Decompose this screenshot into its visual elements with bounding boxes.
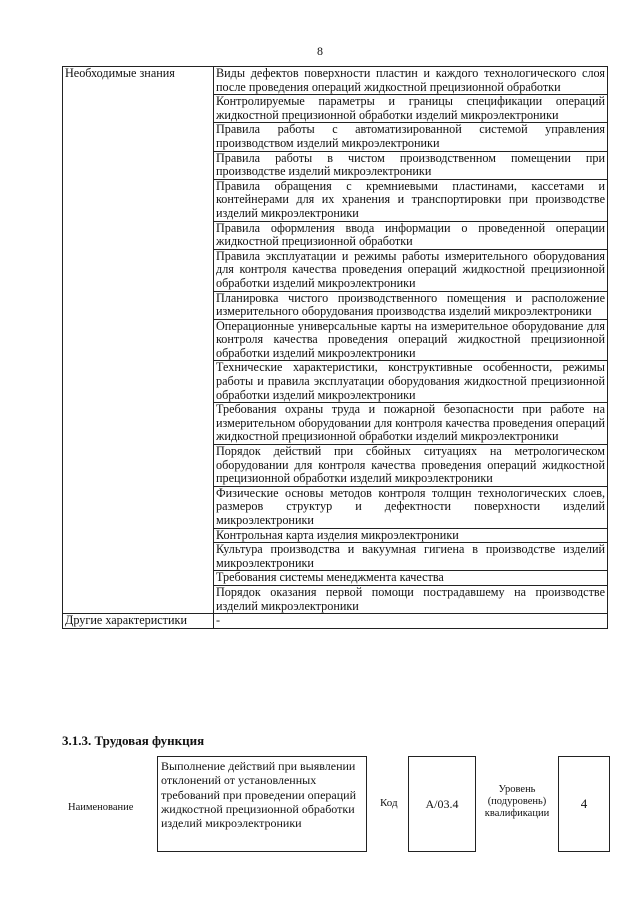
- knowledge-item: Правила работы в чистом производственном помещении при производстве изделий микроэлектроники: [214, 151, 608, 179]
- name-value: Выполнение действий при выявлении отклонений от установленных требований при проведении операций жидкостной прецизионной обработки изделий микроэлектроники: [157, 756, 367, 852]
- knowledge-item: Требования охраны труда и пожарной безопасности при работе на измерительном оборудовании для контроля качества проведения операций жидкостной прецизионной обработки изделий микроэлектроники: [214, 403, 608, 445]
- knowledge-item: Правила оформления ввода информации о проведенной операции жидкостной прецизионной обработки: [214, 221, 608, 249]
- code-label: Код: [380, 797, 398, 809]
- table-row: [63, 614, 608, 629]
- knowledge-item: Требования системы менеджмента качества: [214, 571, 608, 586]
- knowledge-item: Культура производства и вакуумная гигиена в производстве изделий микроэлектроники: [214, 543, 608, 571]
- other-characteristics-label: Другие характеристики: [63, 614, 214, 629]
- knowledge-item: Технические характеристики, конструктивные особенности, режимы работы и правила эксплуатации оборудования жидкостной прецизионной обработки изделий микроэлектроники: [214, 361, 608, 403]
- knowledge-item: Правила обращения с кремниевыми пластинами, кассетами и контейнерами для их хранения и транспортировки при производстве изделий микроэлектроники: [214, 179, 608, 221]
- page-number: 8: [317, 44, 323, 58]
- section-title: 3.1.3. Трудовая функция: [62, 733, 205, 748]
- knowledge-item: Контрольная карта изделия микроэлектроники: [214, 528, 608, 543]
- knowledge-label: Необходимые знания: [63, 67, 214, 614]
- level-value: 4: [558, 756, 610, 852]
- knowledge-item: Порядок оказания первой помощи пострадавшему на производстве изделий микроэлектроники: [214, 585, 608, 613]
- knowledge-item: Контролируемые параметры и границы спецификации операций жидкостной прецизионной обработки изделий микроэлектроники: [214, 95, 608, 123]
- knowledge-table: [62, 66, 608, 629]
- code-value: А/03.4: [408, 756, 476, 852]
- knowledge-item: Виды дефектов поверхности пластин и каждого технологического слоя после проведения операций жидкостной прецизионной обработки: [214, 67, 608, 95]
- other-characteristics-value: -: [214, 614, 608, 629]
- table-row: [63, 67, 608, 95]
- name-label: Наименование: [68, 802, 134, 813]
- knowledge-item: Операционные универсальные карты на измерительное оборудование для контроля качества проведения операций жидкостной прецизионной обработки изделий микроэлектроники: [214, 319, 608, 361]
- knowledge-item: Физические основы методов контроля толщин технологических слоев, размеров структур и дефектности поверхности изделий микроэлектроники: [214, 486, 608, 528]
- knowledge-item: Правила эксплуатации и режимы работы измерительного оборудования для контроля качества проведения операций жидкостной прецизионной обработки изделий микроэлектроники: [214, 249, 608, 291]
- knowledge-item: Планировка чистого производственного помещения и расположение измерительного оборудования производства изделий микроэлектроники: [214, 291, 608, 319]
- knowledge-item: Порядок действий при сбойных ситуациях на метрологическом оборудовании для контроля качества проведения операций жидкостной прецизионной обработки изделий микроэлектроники: [214, 445, 608, 487]
- level-label: Уровень (подуровень) квалификации: [484, 784, 550, 819]
- knowledge-item: Правила работы с автоматизированной системой управления производством изделий микроэлектроники: [214, 123, 608, 151]
